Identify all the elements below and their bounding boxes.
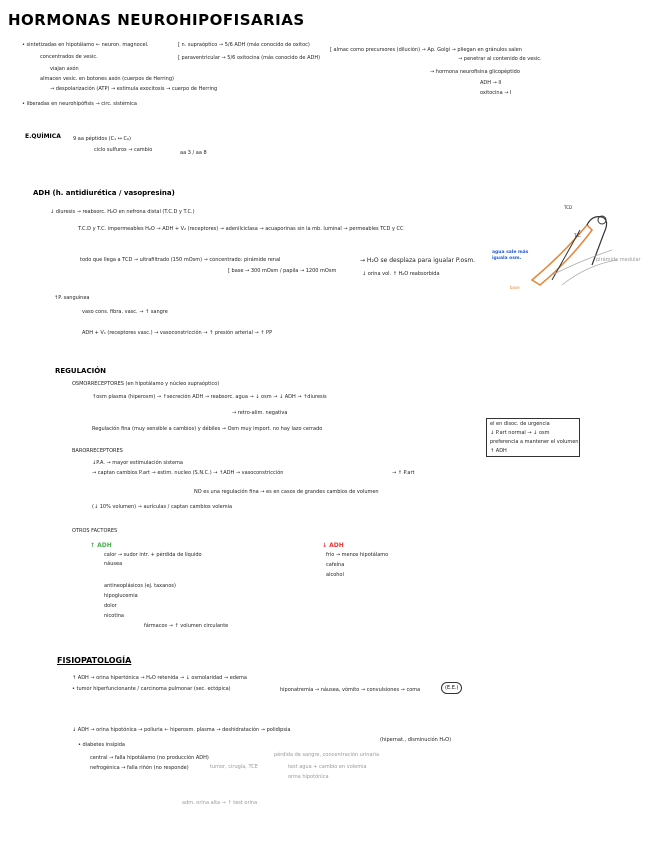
baro-line-3: → ↑ P.art [392, 470, 415, 476]
fisiopatologia-heading: FISIOPATOLOGÍA [57, 656, 132, 665]
intro-line-2: concentrados de vesic. [40, 54, 98, 60]
adh-line-3c: → H₂O se desplaza para igualar P.osm. [360, 257, 476, 264]
intro-line-1e: → penetrar al contenido de vesic. [458, 56, 542, 62]
fisio-line-2: • tumor hiperfuncionante / carcinoma pulmonar (sec. ectópica) [72, 686, 231, 692]
factor-down-heading: ↓ ADH [322, 542, 344, 549]
factor-up-item: dolor [104, 603, 117, 609]
diagram-label-orange: base [510, 285, 520, 290]
fisio-line-3: hiponatremia → náusea, vómito → convulsiones → coma [280, 687, 421, 693]
osmo-line-2: → retro-alim. negativa [232, 410, 288, 416]
sidebox-line: ↓ P.art normal → ↓ osm [490, 430, 550, 436]
fisio-line-12: orina hipotónica [288, 774, 329, 780]
sidebox-line: ↑ ADH [490, 448, 507, 454]
adh-heading: ADH (h. antidiurética / vasopresina) [33, 189, 175, 197]
intro-line-6: • liberadas en neurohipófisis → circ. sistémica [22, 101, 137, 107]
factor-up-item: náusea [104, 561, 123, 567]
intro-line-4b: → despolarización (ATP) → estimula exocitosis → cuerpo de Herring [50, 86, 218, 92]
intro-line-5c: oxitocina → I [480, 90, 512, 96]
fisio-line-4: ↓ ADH → orina hipotónica → poliuria ← hiperosm. plasma → deshidratación → polidipsia [72, 727, 291, 733]
regulacion-sidebox [486, 418, 580, 457]
fisio-line-10: tumor, cirugía, TCE [210, 764, 258, 770]
sidebox-line: el en disoc. de urgencia [490, 421, 550, 427]
adh-line-4c: ADH + V₁ (receptores vasc.) → vasoconstricción → ↑ presión arterial → ↑ PP [82, 330, 273, 336]
intro-line-1d: [ almac como precursores (dilución) → Ap. Golgi → pliegan en gránulos salen [330, 47, 522, 53]
osmo-line-1: ↑osm plasma (hiperosm) → ↑secreción ADH → reabsorc. agua → ↓ osm → ↓ ADH → ↑diuresis [92, 394, 327, 400]
otros-heading: OTROS FACTORES [72, 528, 118, 534]
fisio-line-7: central → falla hipotálamo (no producción ADH) [90, 755, 209, 761]
intro-line-3: viajan axón [50, 66, 79, 72]
factor-down-item: cafeína [326, 562, 345, 568]
baro-line-5: (↓ 10% volumen) → aurículas / captan cambios volemia [92, 504, 233, 510]
fisio-line-8: nefrogénica → falla riñón (no responde) [90, 765, 189, 771]
factor-up-item: calor → sudor intr. + pérdida de líquido [104, 552, 202, 558]
factor-down-item: frío → menos hipotálamo [326, 552, 389, 558]
diagram-label-blue: agua sale más iguala osm. [492, 250, 529, 261]
quimica-line-1: 9 aa péptidos (C₁ ↔ C₆) [73, 136, 131, 142]
adh-line-3b: [ base → 300 mOsm / papila → 1200 mOsm [228, 268, 337, 274]
adh-line-2: T.C.D y T.C. impermeables H₂O → ADH + V₂ (receptores) → adenilciclasa → acuaporinas sin la mb. luminal → permeables TCD y CC [78, 226, 404, 232]
fisio-line-1: ↑ ADH → orina hipertónica → H₂O retenida → ↓ osmolaridad → edema [72, 675, 247, 681]
adh-line-1: ↓ diuresis → reabsorc. H₂O en nefrona distal (T.C.D y T.C.) [50, 209, 195, 215]
adh-line-4b: vaso cons. fibra. vasc. → ↑ sangre [82, 309, 168, 315]
adh-line-3d: ↓ orina vol. ↑ H₂O reabsorbida [362, 271, 440, 277]
regulacion-heading: REGULACIÓN [55, 367, 107, 375]
factor-down-item: alcohol [326, 572, 344, 578]
nephron-diagram [492, 205, 642, 300]
factor-up-item: nicotina [104, 613, 124, 619]
intro-line-1c: [ paraventricular → 5/6 oxitocina (más conocido de ADH) [178, 55, 321, 61]
quimica-line-2: ciclo sulfuros → cambio [94, 147, 153, 153]
factor-up-item: antineoplásicos (ej. taxanos) [104, 583, 176, 589]
adh-line-3: todo que llega a TCD → ultrafiltrado (150 mOsm) → concentrado: pirámide renal [80, 257, 281, 263]
diagram-label-gray: pirámide medular [596, 257, 641, 263]
baro-line-4: NO es una regulación fina → es en casos de grandes cambios de volumen [194, 489, 379, 495]
intro-line-4: almacen vesíc. en botones axón (cuerpos de Herring) [40, 76, 174, 82]
fisio-badge: (E.E.) [441, 682, 462, 694]
factor-up-heading: ↑ ADH [90, 542, 112, 549]
factor-up-item: fármacos → ↑ volumen circulante [144, 623, 229, 629]
fisio-line-11: test agua + cambio en volemia [288, 764, 367, 770]
sidebox-line: preferencia a mantener el volumen [490, 439, 579, 445]
intro-line-1b: [ n. supraóptico → 5/6 ADH (más conocido de oxitoc) [178, 42, 310, 48]
intro-line-5b: ADH → II [480, 80, 502, 86]
fisio-line-5: (hipernat., disminución H₂O) [380, 737, 452, 743]
fisio-line-13: adm. orina alta → ↑ test orina [182, 800, 258, 806]
adh-line-4: ↑P. sanguínea [54, 295, 90, 301]
baro-line-2: → captan cambios P.art → estim. nucleo (S.N.C.) → ↑ADH → vasoconstricción [92, 470, 284, 476]
factor-up-item: hipoglucemia [104, 593, 138, 599]
quimica-label: E.QUÍMICA [25, 133, 61, 140]
fisio-line-9: pérdida de sangre, concentración urinaria [274, 752, 380, 758]
page-title: HORMONAS NEUROHIPOFISARIAS [8, 11, 305, 29]
osmo-heading: OSMORRECEPTORES (en hipotálamo y núcleo supraóptico) [72, 381, 220, 387]
quimica-line-3: aa 3 / aa 8 [180, 150, 207, 156]
osmo-line-3: Regulación fina (muy sensible a cambios) y débiles → Osm muy import. no hay lazo cerrado [92, 426, 323, 432]
baro-line-1: ↓P.A. → mayor estimulación sistema [92, 460, 183, 466]
baro-heading: BARORRECEPTORES [72, 448, 123, 454]
fisio-line-6: • diabetes insípida [78, 742, 125, 748]
diagram-label-cc: T.C. [574, 233, 582, 238]
intro-line-5: → hormona neurofisina glicopéptido [430, 69, 520, 75]
diagram-label-tcd: TCD [564, 205, 573, 210]
intro-line-1: • sintetizadas en hipotálamo ← neuron. magnocel. [22, 42, 149, 48]
